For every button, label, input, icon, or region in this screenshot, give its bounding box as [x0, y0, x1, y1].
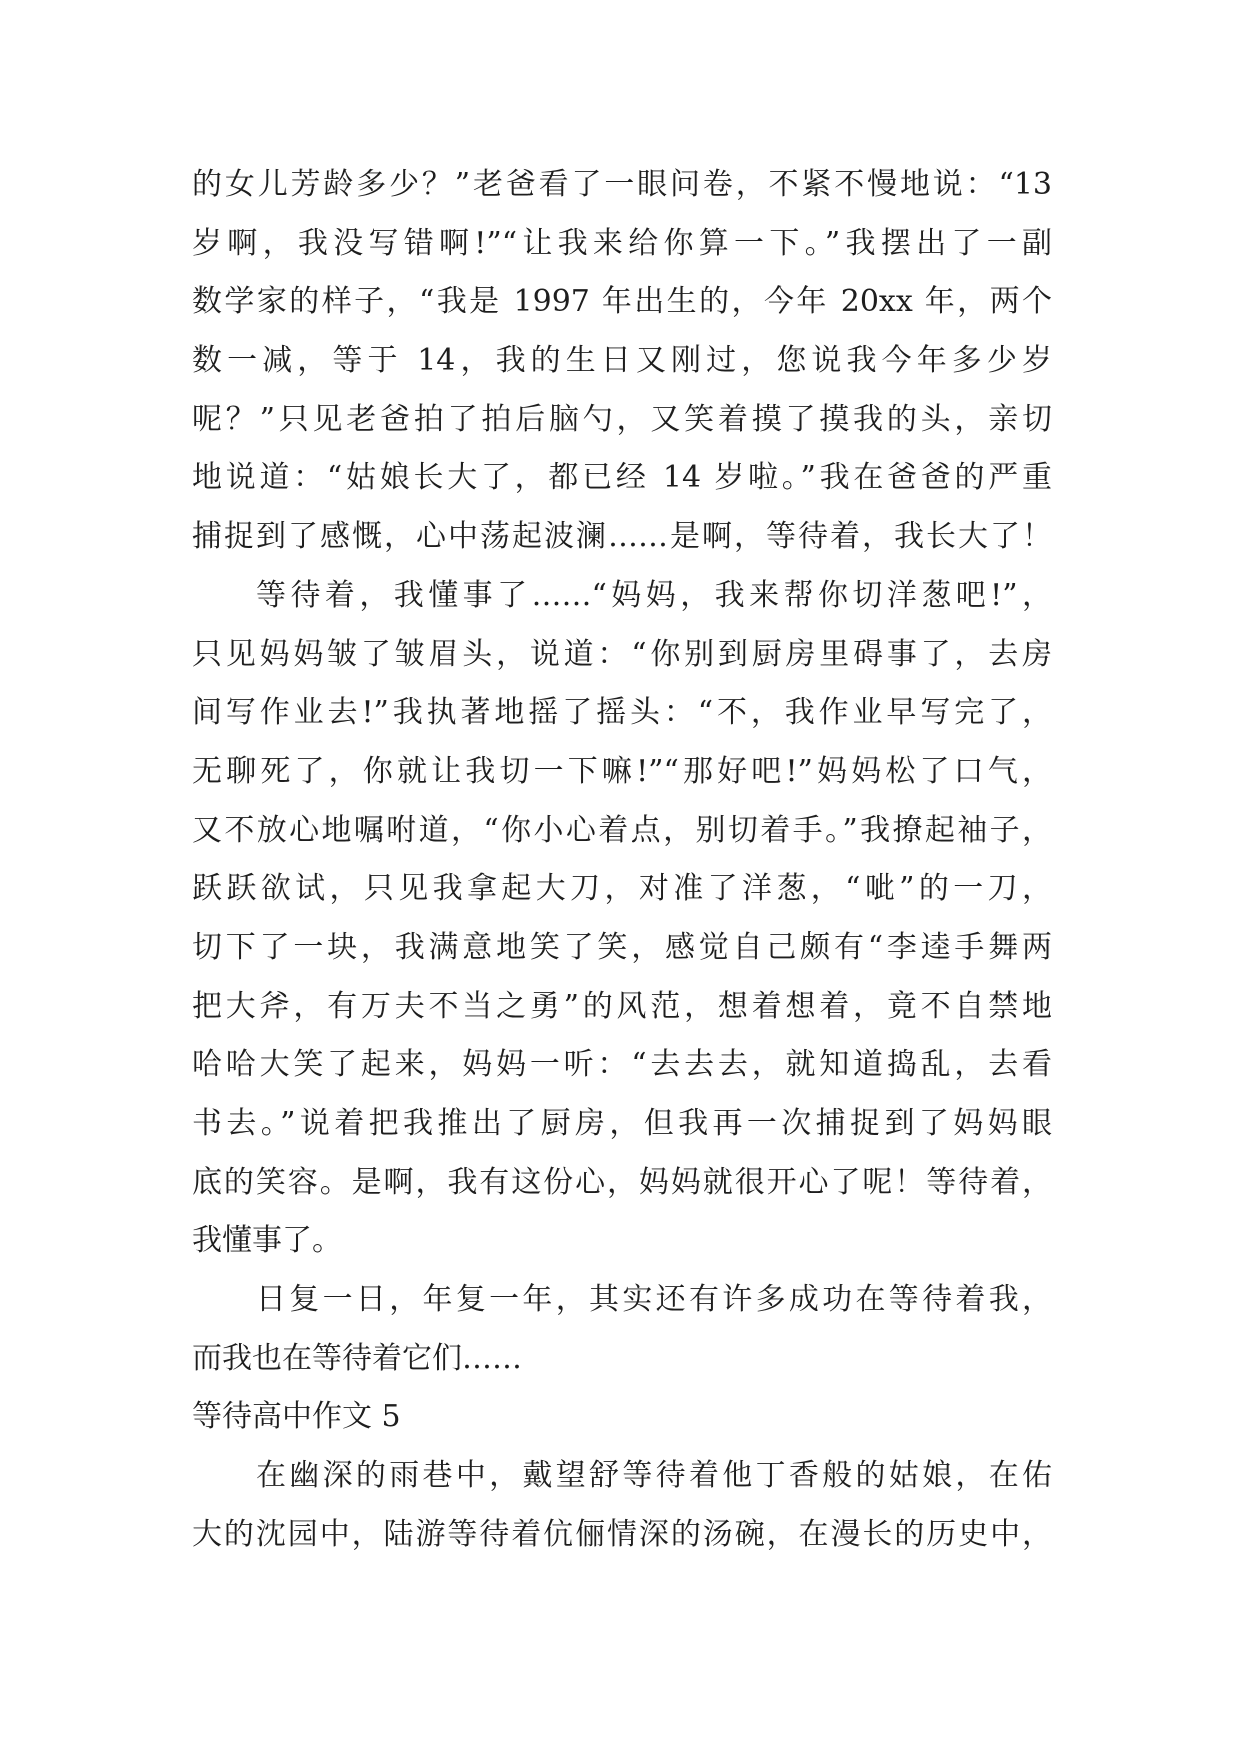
text-line: 而我也在等待着它们……	[192, 1340, 522, 1376]
text-line: 只见妈妈皱了皱眉头，说道：“你别到厨房里碍事了，去房	[192, 636, 1052, 672]
text-line: 日复一日，年复一年，其实还有许多成功在等待着我，	[256, 1282, 1052, 1318]
text-line: 数学家的样子，“我是 1997 年出生的，今年 20xx 年，两个	[192, 284, 1052, 320]
text-line: 又不放心地嘱咐道，“你小心着点，别切着手。”我撩起袖子，	[192, 812, 1052, 848]
text-line: 跃跃欲试，只见我拿起大刀，对准了洋葱，“呲”的一刀，	[192, 871, 1052, 907]
text-line: 等待高中作文 5	[192, 1399, 401, 1435]
text-line: 的女儿芳龄多少？”老爸看了一眼问卷，不紧不慢地说：“13	[192, 167, 1052, 202]
text-line: 岁啊，我没写错啊!”“让我来给你算一下。”我摆出了一副	[192, 225, 1052, 261]
text-line: 数一减，等于 14，我的生日又刚过，您说我今年多少岁	[192, 343, 1052, 379]
text-line: 底的笑容。是啊，我有这份心，妈妈就很开心了呢！等待着，	[192, 1164, 1052, 1200]
text-line: 等待着，我懂事了……“妈妈，我来帮你切洋葱吧!”，	[256, 577, 1052, 613]
text-line: 我懂事了。	[192, 1223, 342, 1259]
text-line: 书去。”说着把我推出了厨房，但我再一次捕捉到了妈妈眼	[192, 1106, 1052, 1141]
text-line: 间写作业去!”我执著地摇了摇头：“不，我作业早写完了，	[192, 695, 1052, 731]
text-line: 切下了一块，我满意地笑了笑，感觉自己颇有“李逵手舞两	[192, 929, 1052, 965]
text-line: 在幽深的雨巷中，戴望舒等待着他丁香般的姑娘，在佑	[256, 1458, 1052, 1494]
text-line: 地说道：“姑娘长大了，都已经 14 岁啦。”我在爸爸的严重	[192, 460, 1052, 496]
text-line: 无聊死了，你就让我切一下嘛!”“那好吧!”妈妈松了口气，	[192, 753, 1052, 789]
text-line: 捕捉到了感慨，心中荡起波澜……是啊，等待着，我长大了！	[192, 519, 1052, 555]
text-line: 大的沈园中，陆游等待着伉俪情深的汤碗，在漫长的历史中，	[192, 1516, 1052, 1552]
text-line: 把大斧，有万夫不当之勇”的风范，想着想着，竟不自禁地	[192, 988, 1052, 1024]
text-line: 呢？”只见老爸拍了拍后脑勺，又笑着摸了摸我的头，亲切	[192, 401, 1052, 437]
text-line: 哈哈大笑了起来，妈妈一听：“去去去，就知道捣乱，去看	[192, 1047, 1052, 1083]
document-body	[192, 156, 1052, 1565]
